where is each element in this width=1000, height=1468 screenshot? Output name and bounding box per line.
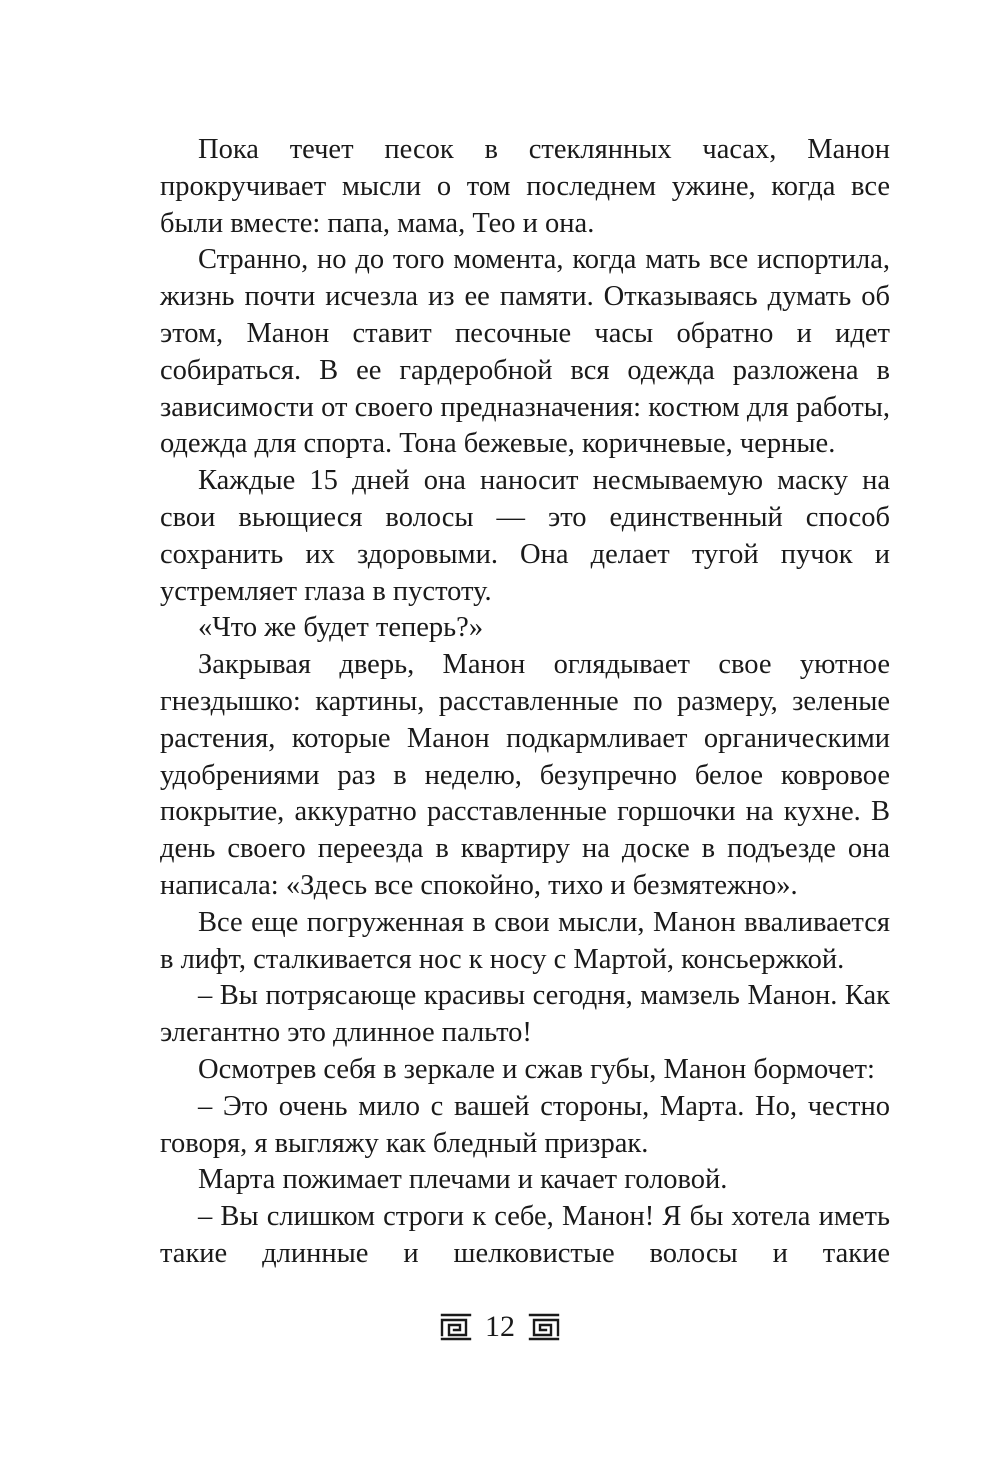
dialogue-line: – Вы потрясающе красивы сегодня, мамзель Манон. Как элегантно это длинное пальто! (160, 980, 890, 1049)
dialogue-line: – Вы слишком строги к себе, Манон! Я бы хотела иметь такие длинные и шелковистые волосы и такие (160, 1201, 890, 1269)
greek-key-icon (439, 1312, 473, 1342)
greek-key-icon (527, 1312, 561, 1342)
page-footer (0, 1312, 1000, 1342)
paragraph: Каждые 15 дней она наносит несмываемую маску на свои вьющиеся волосы — это единственный способ сохранить их здоровыми. Она делает тугой пучок и устремляет глаза в пустоту. (160, 465, 890, 607)
dialogue-line: – Это очень мило с вашей стороны, Марта. Но, честно говоря, я выгляжу как бледный призрак. (160, 1090, 890, 1159)
paragraph: Осмотрев себя в зеркале и сжав губы, Манон бормочет: (198, 1053, 875, 1085)
paragraph: Все еще погруженная в свои мысли, Манон вваливается в лифт, сталкивается нос к носу с Мартой, консьержкой. (160, 906, 890, 975)
body-text (160, 132, 890, 1273)
paragraph: Марта пожимает плечами и качает головой. (198, 1164, 728, 1196)
paragraph: Странно, но до того момента, когда мать все испортила, жизнь почти исчезла из ее памяти. Отказываясь думать об этом, Манон ставит песочные часы обратно и идет собираться. В ее гардеробной вся одежда разложена в зависимости от своего предназначения: костюм для работы, одежда для спорта. Тона бежевые, коричневые, черные. (160, 244, 890, 460)
page-number: 12 (485, 1310, 515, 1343)
paragraph: Пока течет песок в стеклянных часах, Манон прокручивает мысли о том последнем ужине, когда все были вместе: папа, мама, Тео и она. (160, 134, 890, 239)
paragraph: «Что же будет теперь?» (198, 612, 484, 644)
paragraph: Закрывая дверь, Манон оглядывает свое уютное гнездышко: картины, расставленные по размеру, зеленые растения, которые Манон подкармливает органическими удобрениями раз в неделю, безупречно белое ковровое покрытие, аккуратно расставленные горшочки на кухне. В день своего переезда в квартиру на доске в подъезде она написала: «Здесь все спокойно, тихо и безмятежно». (160, 649, 890, 901)
